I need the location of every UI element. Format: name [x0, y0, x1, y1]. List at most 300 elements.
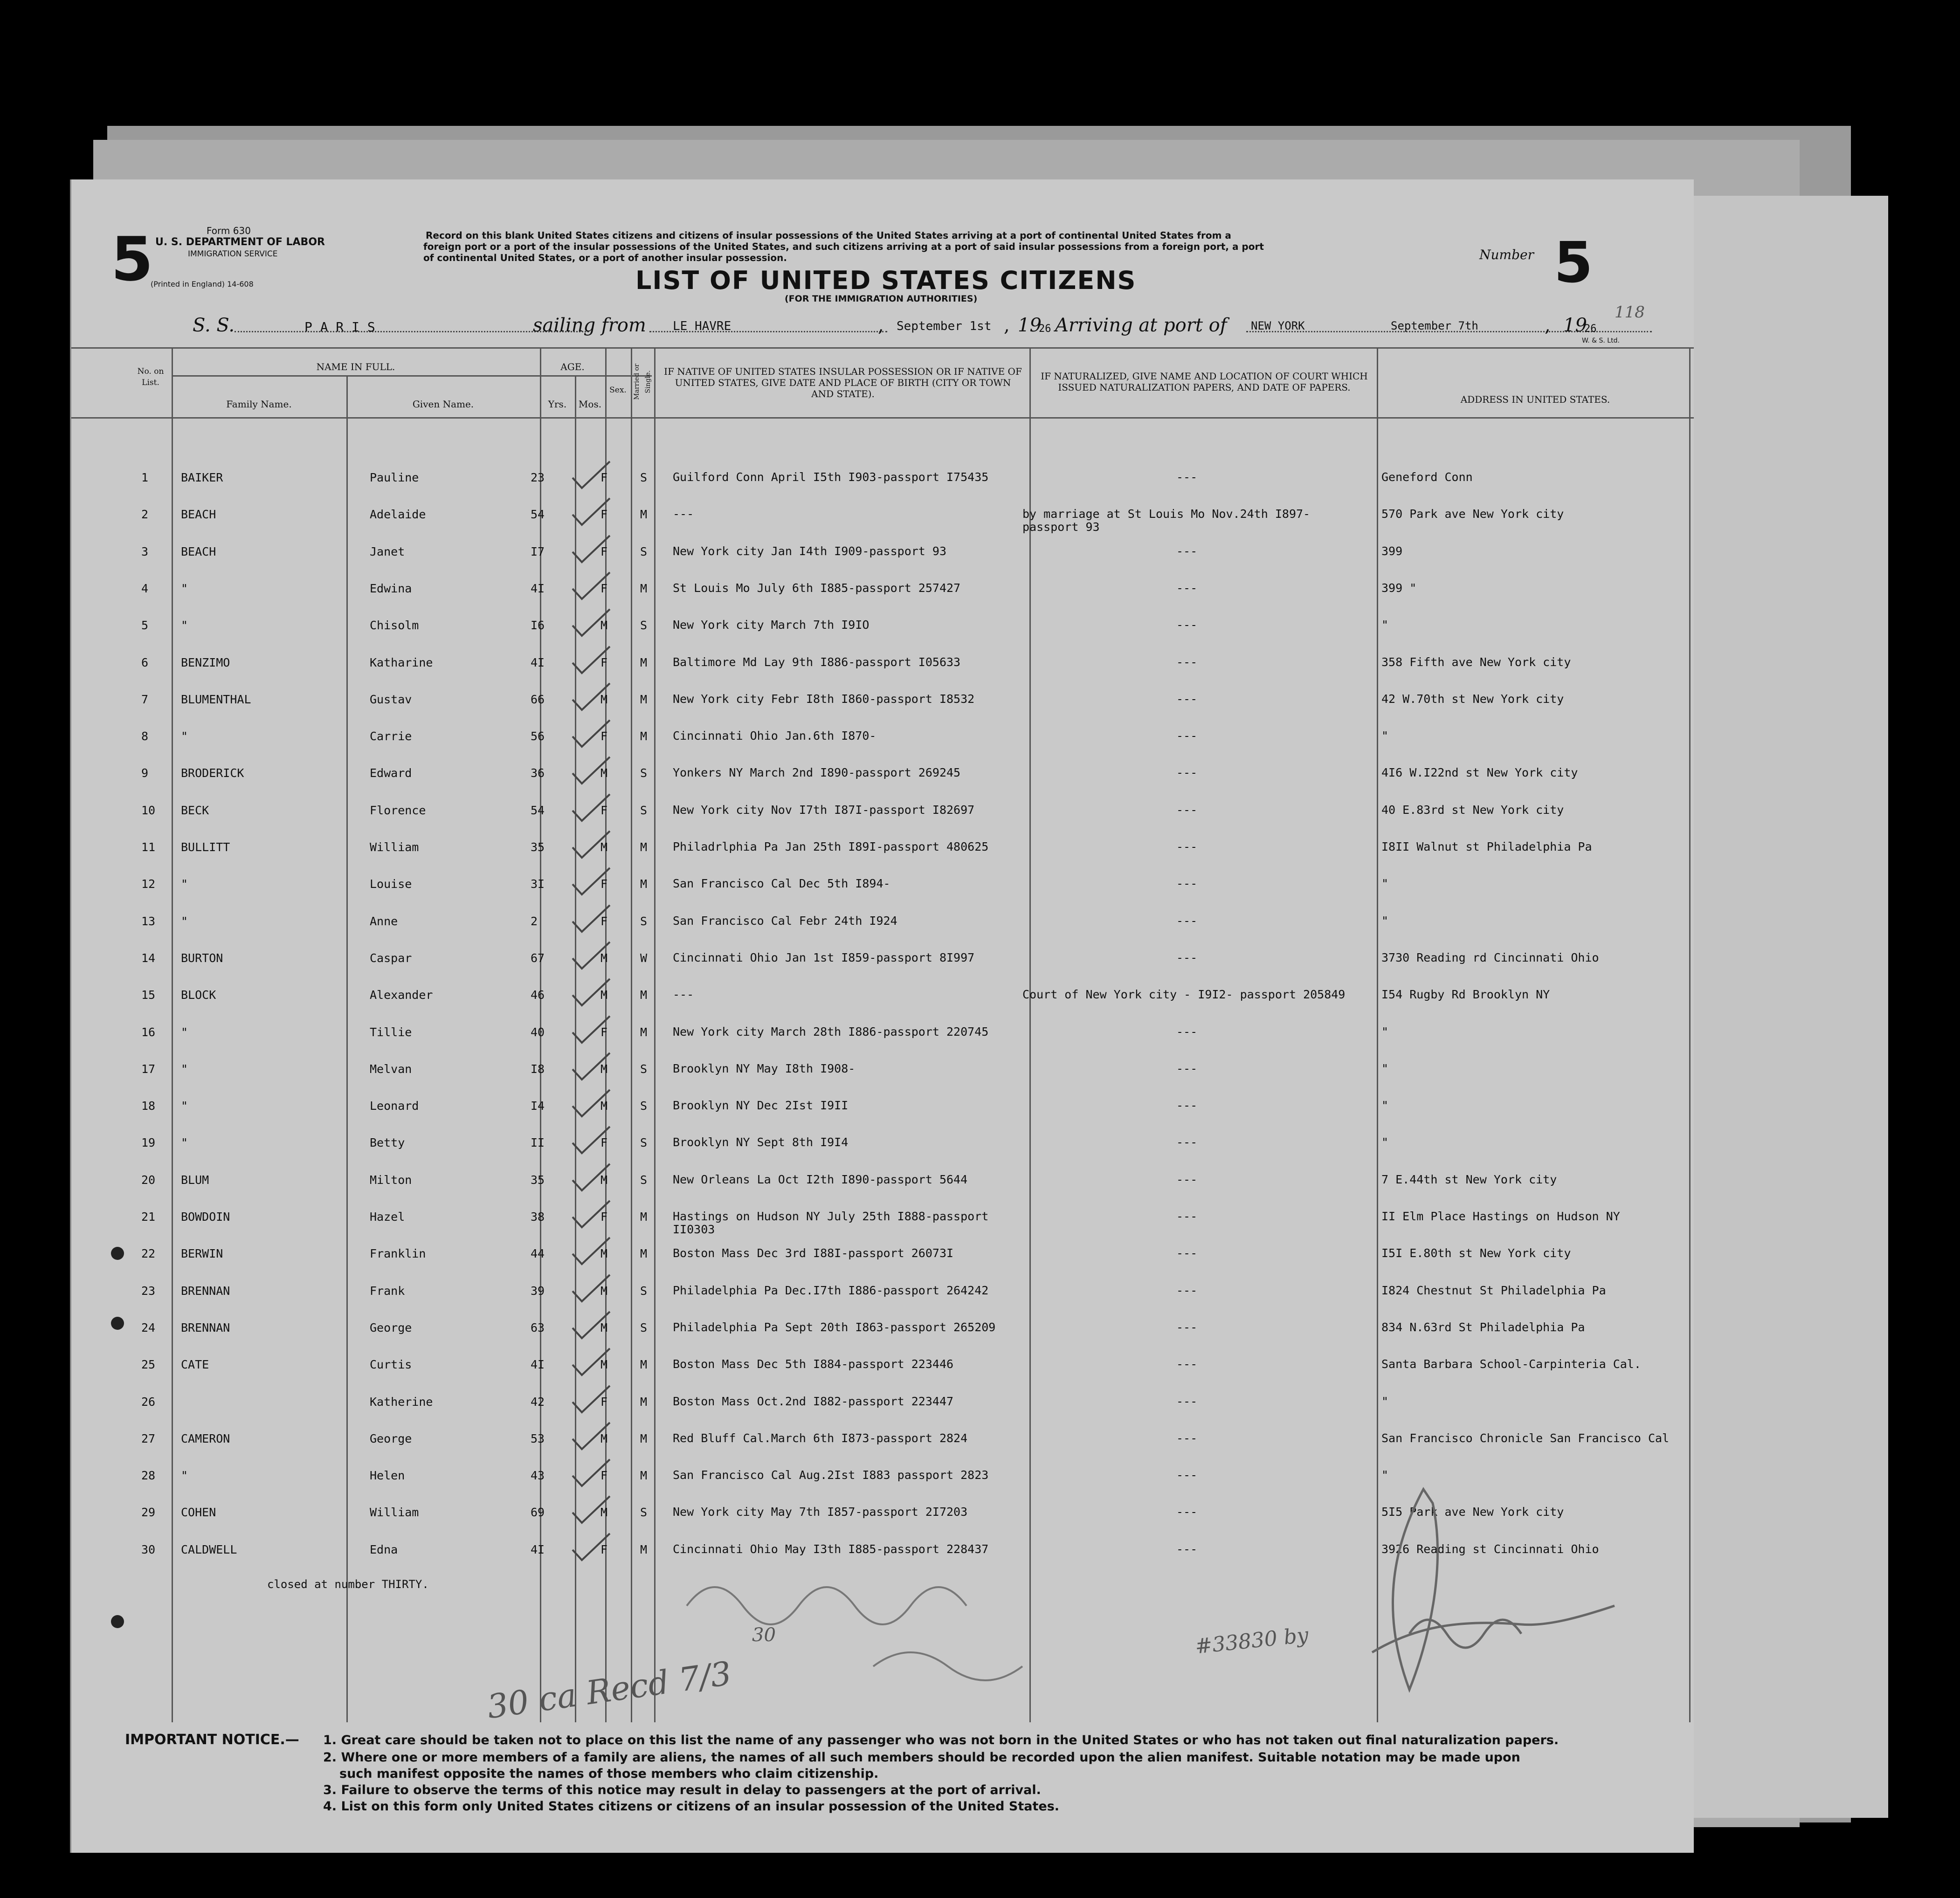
naturalization: by marriage at St Louis Mo Nov.24th I897- passport 93	[1022, 507, 1311, 534]
birth-place: Brooklyn NY Dec 2Ist I9II	[673, 1099, 849, 1113]
age-years: 36	[531, 766, 545, 780]
header-yrs: Yrs.	[548, 399, 567, 410]
birth-place: Philadelphia Pa Dec.I7th I886-passport 264242	[673, 1283, 989, 1297]
family-name: BERWIN	[181, 1247, 223, 1261]
table-right-rule	[1689, 347, 1691, 1722]
marital-status: S	[640, 1173, 648, 1187]
age-years: 46	[531, 988, 545, 1002]
sex: F	[600, 544, 608, 558]
check-mark	[570, 792, 612, 825]
marital-status: M	[640, 1469, 648, 1483]
row-number: 5	[141, 619, 149, 633]
check-mark	[570, 1272, 612, 1305]
header-name-in-full: NAME IN FULL.	[316, 361, 395, 372]
header-address: ADDRESS IN UNITED STATES.	[1460, 394, 1610, 405]
marital-status: M	[640, 840, 648, 854]
row-number: 8	[141, 729, 149, 743]
given-name: Milton	[370, 1173, 412, 1187]
family-name: COHEN	[181, 1506, 216, 1520]
age-years: 54	[531, 508, 545, 522]
background-page	[1692, 196, 1888, 1818]
naturalization: ---	[1176, 1099, 1198, 1113]
comma-1: ,	[878, 315, 884, 336]
naturalization: ---	[1176, 618, 1198, 632]
comma-3: ,	[1545, 315, 1551, 336]
page-number-corner: 5	[111, 224, 153, 295]
given-name: Melvan	[370, 1062, 412, 1076]
marital-status: M	[640, 988, 648, 1002]
birth-place: Cincinnati Ohio May I3th I885-passport 228437	[673, 1542, 989, 1556]
check-mark	[570, 1051, 612, 1083]
row-number: 16	[141, 1025, 156, 1039]
family-name: BRODERICK	[181, 766, 244, 780]
address: 834 N.63rd St Philadelphia Pa	[1381, 1320, 1585, 1334]
family-name: "	[181, 1025, 188, 1039]
address: 399	[1381, 544, 1403, 558]
address: San Francisco Chronicle San Francisco Cal	[1381, 1431, 1670, 1445]
signature-image	[1353, 1466, 1652, 1727]
header-sex: Sex.	[609, 385, 627, 395]
age-years: 56	[531, 729, 545, 743]
notice-item-3: 3. Failure to observe the terms of this notice may result in delay to passengers at the port of arrival.	[323, 1783, 1041, 1797]
age-years: 23	[531, 471, 545, 484]
birth-place: Cincinnati Ohio Jan 1st I859-passport 8I997	[673, 950, 975, 964]
printer-mark: W. & S. Ltd.	[1582, 337, 1620, 344]
naturalization: ---	[1176, 766, 1198, 780]
naturalization: ---	[1176, 1210, 1198, 1223]
age-years: 66	[531, 692, 545, 706]
address: 399 "	[1381, 581, 1417, 595]
family-name: CALDWELL	[181, 1542, 237, 1556]
header-age: AGE.	[560, 361, 585, 372]
age-years: 4I	[531, 581, 545, 595]
header-birth: IF NATIVE OF UNITED STATES INSULAR POSSESSION OR IF NATIVE OF UNITED STATES, GIVE DATE AND PLACE OF BIRTH (CITY OR TOWN AND STATE).	[664, 366, 1022, 399]
check-mark	[570, 1014, 612, 1046]
year-prefix-2: 19	[1563, 315, 1587, 336]
naturalization: ---	[1176, 1468, 1198, 1482]
sex: F	[600, 914, 608, 928]
address: II Elm Place Hastings on Hudson NY	[1381, 1210, 1620, 1223]
check-mark	[570, 755, 612, 787]
number-label: Number	[1479, 247, 1534, 262]
marital-status: M	[640, 655, 648, 669]
family-name: "	[181, 729, 188, 743]
age-years: 35	[531, 1173, 545, 1187]
naturalization: ---	[1176, 692, 1198, 706]
arriving-label: Arriving at port of	[1055, 315, 1227, 336]
header-mos: Mos.	[578, 399, 602, 410]
naturalization: ---	[1176, 1025, 1198, 1038]
sex: F	[600, 655, 608, 669]
check-mark	[570, 1124, 612, 1157]
check-mark	[570, 496, 612, 529]
age-years: 4I	[531, 1358, 545, 1372]
age-years: I7	[531, 544, 545, 558]
address: 3730 Reading rd Cincinnati Ohio	[1381, 950, 1599, 964]
birth-place: Philadrlphia Pa Jan 25th I89I-passport 480625	[673, 840, 989, 853]
sex: F	[600, 581, 608, 595]
naturalization: ---	[1176, 729, 1198, 743]
given-name: Katherine	[370, 1395, 433, 1409]
naturalization: ---	[1176, 877, 1198, 891]
marital-status: M	[640, 1542, 648, 1556]
marital-status: S	[640, 1099, 648, 1113]
marital-status: M	[640, 1395, 648, 1409]
marital-status: M	[640, 877, 648, 891]
check-mark	[570, 644, 612, 677]
col-rule	[172, 347, 173, 1722]
age-years: 53	[531, 1431, 545, 1445]
birth-place: Boston Mass Dec 3rd I88I-passport 26073I	[673, 1246, 954, 1260]
address: "	[1381, 914, 1389, 928]
row-number: 29	[141, 1506, 156, 1520]
family-name: "	[181, 1136, 188, 1150]
ship-name: P A R I S	[304, 319, 375, 335]
marital-status: M	[640, 581, 648, 595]
age-years: 35	[531, 840, 545, 854]
marital-status: M	[640, 729, 648, 743]
address: "	[1381, 1394, 1389, 1408]
family-name: BLUMENTHAL	[181, 692, 251, 706]
check-mark	[570, 1494, 612, 1527]
sex: M	[600, 1173, 608, 1187]
given-name: George	[370, 1320, 412, 1334]
birth-place: ---	[673, 988, 694, 1002]
marital-status: S	[640, 1320, 648, 1334]
birth-place: New Orleans La Oct I2th I890-passport 5644	[673, 1172, 968, 1186]
marital-status: M	[640, 1431, 648, 1445]
naturalization: ---	[1176, 950, 1198, 964]
naturalization: ---	[1176, 1357, 1198, 1371]
check-mark	[570, 718, 612, 750]
sex: F	[600, 471, 608, 484]
sex: F	[600, 803, 608, 817]
age-years: II	[531, 1136, 545, 1150]
naturalization: ---	[1176, 1061, 1198, 1075]
record-text-2: foreign port or a port of the insular possessions of the United States, and such citizens arriving at a port of said insular possessions from a foreign port, a port	[423, 241, 1264, 252]
sex: F	[600, 1025, 608, 1039]
naturalization: ---	[1176, 1542, 1198, 1556]
sex: M	[600, 766, 608, 780]
naturalization: ---	[1176, 1394, 1198, 1408]
age-years: I6	[531, 619, 545, 633]
check-mark	[570, 977, 612, 1009]
birth-place: Boston Mass Oct.2nd I882-passport 223447	[673, 1394, 954, 1408]
marital-status: M	[640, 1025, 648, 1039]
marital-status: S	[640, 471, 648, 484]
given-name: Caspar	[370, 951, 412, 965]
closing-note: closed at number THIRTY.	[267, 1578, 429, 1591]
age-years: 43	[531, 1469, 545, 1483]
sex: M	[600, 988, 608, 1002]
binder-hole	[111, 1317, 124, 1330]
age-years: 54	[531, 803, 545, 817]
address: 7 E.44th st New York city	[1381, 1172, 1557, 1186]
comma-2: ,	[1004, 315, 1010, 336]
header-naturalized: IF NATURALIZED, GIVE NAME AND LOCATION OF COURT WHICH ISSUED NATURALIZATION PAPERS, AND DATE OF PAPERS.	[1041, 371, 1368, 393]
birth-place: San Francisco Cal Aug.2Ist I883 passport 2823	[673, 1468, 989, 1482]
row-number: 3	[141, 544, 149, 558]
sex: M	[600, 619, 608, 633]
address: 40 E.83rd st New York city	[1381, 803, 1564, 817]
sex: F	[600, 1469, 608, 1483]
col-rule	[654, 347, 656, 1722]
check-mark	[570, 459, 612, 492]
birth-place: New York city March 7th I9IO	[673, 618, 870, 632]
row-number: 24	[141, 1320, 156, 1334]
ss-label: S. S.	[193, 315, 235, 336]
given-name: Tillie	[370, 1025, 412, 1039]
binder-hole	[111, 1247, 124, 1260]
given-name: Katharine	[370, 655, 433, 669]
given-name: Gustav	[370, 692, 412, 706]
sex: M	[600, 1284, 608, 1298]
address: "	[1381, 618, 1389, 632]
naturalization: Court of New York city - I9I2- passport 205849	[1022, 988, 1346, 1002]
birth-place: New York city Nov I7th I87I-passport I82697	[673, 803, 975, 817]
age-years: 2	[531, 914, 538, 928]
row-number: 12	[141, 877, 156, 891]
year-prefix-1: 19	[1018, 315, 1042, 336]
naturalization: ---	[1176, 655, 1198, 669]
age-years: 67	[531, 951, 545, 965]
birth-place: ---	[673, 507, 694, 521]
family-name: CAMERON	[181, 1431, 230, 1445]
family-name: BULLITT	[181, 840, 230, 854]
name-subhead-rule	[172, 375, 652, 377]
row-number: 15	[141, 988, 156, 1002]
birth-place: St Louis Mo July 6th I885-passport 257427	[673, 581, 961, 595]
address: 42 W.70th st New York city	[1381, 692, 1564, 706]
check-mark	[570, 1420, 612, 1453]
address: "	[1381, 1025, 1389, 1038]
header-married: Married or Single.	[633, 364, 652, 400]
row-number: 2	[141, 508, 149, 522]
given-name: Louise	[370, 877, 412, 891]
page-subtitle: (FOR THE IMMIGRATION AUTHORITIES)	[785, 294, 978, 304]
form-number: Form 630	[207, 225, 251, 236]
col-rule	[631, 347, 632, 1722]
row-number: 19	[141, 1136, 156, 1150]
check-mark	[570, 1457, 612, 1490]
address: "	[1381, 729, 1389, 743]
family-name: BEACH	[181, 508, 216, 522]
birth-place: New York city Febr I8th I860-passport I8532	[673, 692, 975, 706]
address: "	[1381, 1061, 1389, 1075]
header-family-name: Family Name.	[226, 399, 292, 410]
marital-status: M	[640, 508, 648, 522]
check-mark	[570, 533, 612, 566]
year-suffix-1: 26	[1039, 323, 1051, 335]
age-years: 69	[531, 1506, 545, 1520]
port-to: NEW YORK	[1251, 319, 1305, 332]
row-number: 25	[141, 1358, 156, 1372]
check-mark	[570, 1087, 612, 1120]
notice-item-1: 1. Great care should be taken not to place on this list the name of any passenger who was not born in the United States or who has not taken out final naturalization papers.	[323, 1733, 1559, 1747]
birth-place: Cincinnati Ohio Jan.6th I870-	[673, 729, 876, 743]
birth-place: Brooklyn NY Sept 8th I9I4	[673, 1135, 849, 1149]
given-name: William	[370, 1506, 419, 1520]
family-name: BLUM	[181, 1173, 209, 1187]
birth-place: New York city March 28th I886-passport 220745	[673, 1025, 989, 1038]
sex: F	[600, 729, 608, 743]
handwritten-note: 30 ca Recd 7/3	[484, 1654, 734, 1726]
row-number: 20	[141, 1173, 156, 1187]
sex: F	[600, 1210, 608, 1224]
row-number: 4	[141, 581, 149, 595]
given-name: William	[370, 840, 419, 854]
check-mark	[570, 570, 612, 603]
row-number: 11	[141, 840, 156, 854]
date-to: September 7th	[1391, 319, 1478, 332]
marital-status: S	[640, 914, 648, 928]
family-name: BENZIMO	[181, 655, 230, 669]
address: I5I E.80th st New York city	[1381, 1246, 1571, 1260]
birth-place: Guilford Conn April I5th I903-passport I75435	[673, 470, 989, 484]
given-name: Alexander	[370, 988, 433, 1002]
age-years: 38	[531, 1210, 545, 1224]
naturalization: ---	[1176, 470, 1198, 484]
birth-place: Hastings on Hudson NY July 25th I888-passport II0303	[673, 1210, 989, 1236]
marital-status: S	[640, 1506, 648, 1520]
side-number: 118	[1615, 303, 1645, 322]
address: 5I5 Park ave New York city	[1381, 1505, 1564, 1519]
record-text-3: of continental United States, or a port of another insular possession.	[423, 252, 787, 263]
naturalization: ---	[1176, 1135, 1198, 1149]
sex: M	[600, 1320, 608, 1334]
marital-status: W	[640, 951, 648, 965]
sex: M	[600, 1506, 608, 1520]
check-mark	[570, 1235, 612, 1268]
family-name: BAIKER	[181, 471, 223, 484]
check-mark	[570, 1531, 612, 1564]
birth-place: Boston Mass Dec 5th I884-passport 223446	[673, 1357, 954, 1371]
check-mark	[570, 903, 612, 935]
sailing-label: sailing from	[533, 315, 646, 336]
date-from: September 1st	[897, 319, 992, 333]
given-name: Curtis	[370, 1358, 412, 1372]
handwritten-note: 30	[752, 1624, 776, 1646]
sex: F	[600, 508, 608, 522]
notice-heading: IMPORTANT NOTICE.—	[125, 1732, 299, 1748]
marital-status: S	[640, 1062, 648, 1076]
address: "	[1381, 877, 1389, 891]
check-mark	[570, 1162, 612, 1194]
family-name: BRENNAN	[181, 1284, 230, 1298]
family-name: "	[181, 1469, 188, 1483]
birth-place: Brooklyn NY May I8th I908-	[673, 1061, 856, 1075]
address: I824 Chestnut St Philadelphia Pa	[1381, 1283, 1606, 1297]
row-number: 7	[141, 692, 149, 706]
check-mark	[570, 1383, 612, 1416]
naturalization: ---	[1176, 1505, 1198, 1519]
marital-status: S	[640, 803, 648, 817]
birth-place: New York city Jan I4th I909-passport 93	[673, 544, 946, 558]
family-name: "	[181, 914, 188, 928]
service: IMMIGRATION SERVICE	[188, 249, 278, 259]
age-years: 4I	[531, 655, 545, 669]
notice-item-2b: such manifest opposite the names of those members who claim citizenship.	[339, 1767, 879, 1781]
given-name: Anne	[370, 914, 398, 928]
sex: F	[600, 1136, 608, 1150]
notice-item-2a: 2. Where one or more members of a family are aliens, the names of all such members should be recorded upon the alien manifest. Suitable notation may be made upon	[323, 1750, 1520, 1765]
sex: M	[600, 1431, 608, 1445]
family-name: BOWDOIN	[181, 1210, 230, 1224]
naturalization: ---	[1176, 1283, 1198, 1297]
row-number: 14	[141, 951, 156, 965]
given-name: Adelaide	[370, 508, 426, 522]
check-mark	[570, 866, 612, 898]
naturalization: ---	[1176, 1172, 1198, 1186]
sex: M	[600, 692, 608, 706]
age-years: 44	[531, 1247, 545, 1261]
birth-place: Baltimore Md Lay 9th I886-passport I05633	[673, 655, 961, 669]
family-name: "	[181, 877, 188, 891]
row-number: 30	[141, 1542, 156, 1556]
sex: M	[600, 1099, 608, 1113]
given-name: Betty	[370, 1136, 405, 1150]
naturalization: ---	[1176, 840, 1198, 853]
table-top-rule	[71, 347, 1694, 349]
row-number: 6	[141, 655, 149, 669]
naturalization: ---	[1176, 803, 1198, 817]
address: 3926 Reading st Cincinnati Ohio	[1381, 1542, 1599, 1556]
marital-status: S	[640, 619, 648, 633]
naturalization: ---	[1176, 1246, 1198, 1260]
naturalization: ---	[1176, 914, 1198, 928]
col-rule	[346, 375, 348, 1722]
age-years: 3I	[531, 877, 545, 891]
row-number: 23	[141, 1284, 156, 1298]
port-from: LE HAVRE	[673, 319, 732, 333]
header-no: No. on List.	[137, 367, 164, 387]
naturalization: ---	[1176, 581, 1198, 595]
given-name: Carrie	[370, 729, 412, 743]
given-name: Franklin	[370, 1247, 426, 1261]
given-name: Hazel	[370, 1210, 405, 1224]
row-number: 18	[141, 1099, 156, 1113]
check-mark	[570, 1346, 612, 1379]
given-name: Chisolm	[370, 619, 419, 633]
address: 570 Park ave New York city	[1381, 507, 1564, 521]
naturalization: ---	[1176, 1431, 1198, 1445]
given-name: Pauline	[370, 471, 419, 484]
age-years: 40	[531, 1025, 545, 1039]
naturalization: ---	[1176, 1320, 1198, 1334]
given-name: Florence	[370, 803, 426, 817]
age-years: I8	[531, 1062, 545, 1076]
family-name: "	[181, 619, 188, 633]
row-number: 10	[141, 803, 156, 817]
address: 4I6 W.I22nd st New York city	[1381, 766, 1578, 780]
birth-place: Red Bluff Cal.March 6th I873-passport 2824	[673, 1431, 968, 1445]
family-name: "	[181, 1062, 188, 1076]
table-header-rule	[71, 417, 1694, 419]
given-name: Helen	[370, 1469, 405, 1483]
handwritten-stamp: #33830 by	[1194, 1623, 1310, 1659]
naturalization: ---	[1176, 544, 1198, 558]
row-number: 26	[141, 1395, 156, 1409]
check-mark	[570, 1198, 612, 1231]
birth-place: San Francisco Cal Dec 5th I894-	[673, 877, 890, 891]
age-years: 4I	[531, 1542, 545, 1556]
address: "	[1381, 1135, 1389, 1149]
row-number: 28	[141, 1469, 156, 1483]
family-name: "	[181, 1099, 188, 1113]
address: "	[1381, 1468, 1389, 1482]
given-name: George	[370, 1431, 412, 1445]
department: U. S. DEPARTMENT OF LABOR	[155, 236, 325, 248]
